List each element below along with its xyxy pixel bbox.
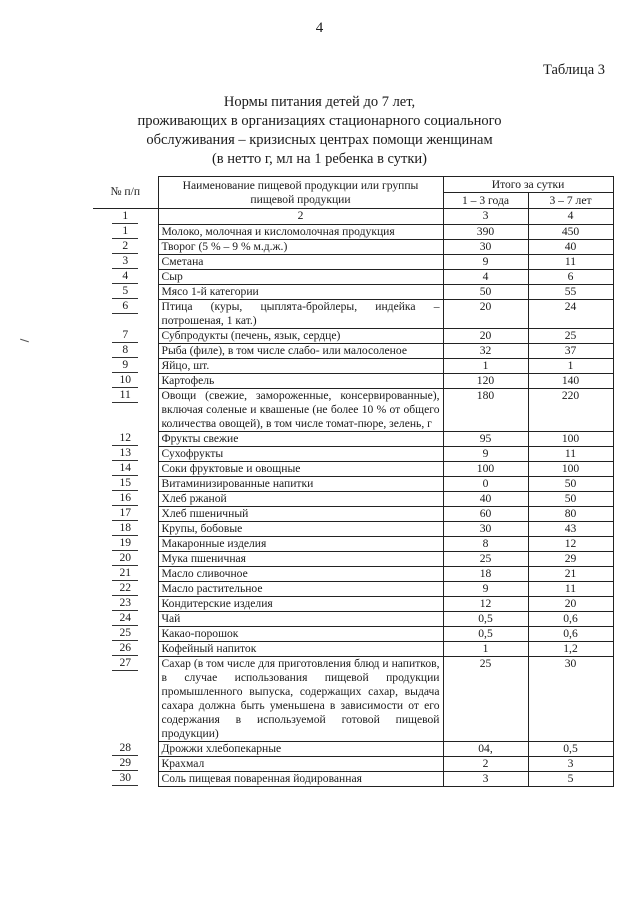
table-row — [93, 269, 613, 284]
value-age-1-3: 04, — [443, 741, 528, 756]
row-number: 25 — [93, 626, 158, 641]
table-row — [93, 581, 613, 596]
page-number: 4 — [315, 20, 324, 36]
row-number: 1 — [93, 224, 158, 239]
column-index-row — [93, 209, 613, 225]
table-row — [93, 491, 613, 506]
row-number: 22 — [93, 581, 158, 596]
value-age-1-3: 3 — [443, 771, 528, 786]
title-line: Нормы питания детей до 7 лет, — [223, 94, 416, 110]
value-age-3-7: 11 — [528, 581, 613, 596]
value-age-1-3: 9 — [443, 446, 528, 461]
value-age-3-7: 24 — [528, 299, 613, 328]
table-row — [93, 431, 613, 446]
value-age-1-3: 12 — [443, 596, 528, 611]
table-row — [93, 254, 613, 269]
value-age-3-7: 12 — [528, 536, 613, 551]
product-name: Мука пшеничная — [158, 551, 443, 566]
row-number: 8 — [93, 343, 158, 358]
row-number: 30 — [93, 771, 158, 786]
value-age-1-3: 95 — [443, 431, 528, 446]
row-number: 29 — [93, 756, 158, 771]
value-age-3-7: 25 — [528, 328, 613, 343]
row-number: 27 — [93, 656, 158, 741]
table-label: Таблица 3 — [542, 62, 605, 78]
table-row — [93, 641, 613, 656]
value-age-3-7: 5 — [528, 771, 613, 786]
value-age-3-7: 0,5 — [528, 741, 613, 756]
product-name: Крахмал — [158, 756, 443, 771]
row-number: 9 — [93, 358, 158, 373]
row-number: 20 — [93, 551, 158, 566]
table-row — [93, 626, 613, 641]
table-row — [93, 343, 613, 358]
table-row — [93, 358, 613, 373]
value-age-1-3: 30 — [443, 521, 528, 536]
table-row — [93, 656, 613, 741]
nutrition-norms-table — [93, 176, 614, 787]
product-name: Птица (куры, цыплята-бройлеры, индейка – потрошеная, 1 кат.) — [158, 299, 443, 328]
product-name: Кофейный напиток — [158, 641, 443, 656]
product-name: Дрожжи хлебопекарные — [158, 741, 443, 756]
table-row — [93, 506, 613, 521]
value-age-1-3: 390 — [443, 224, 528, 239]
product-name: Рыба (филе), в том числе слабо- или малосоленое — [158, 343, 443, 358]
product-name: Крупы, бобовые — [158, 521, 443, 536]
value-age-3-7: 55 — [528, 284, 613, 299]
product-name: Хлеб ржаной — [158, 491, 443, 506]
row-number: 16 — [93, 491, 158, 506]
product-name: Мясо 1-й категории — [158, 284, 443, 299]
row-number: 7 — [93, 328, 158, 343]
table-row — [93, 596, 613, 611]
margin-mark — [20, 339, 29, 343]
product-name: Субпродукты (печень, язык, сердце) — [158, 328, 443, 343]
product-name: Чай — [158, 611, 443, 626]
table-row — [93, 566, 613, 581]
table-row — [93, 551, 613, 566]
value-age-1-3: 25 — [443, 551, 528, 566]
table-row — [93, 239, 613, 254]
product-name: Какао-порошок — [158, 626, 443, 641]
value-age-1-3: 2 — [443, 756, 528, 771]
value-age-1-3: 9 — [443, 581, 528, 596]
row-number: 11 — [93, 388, 158, 431]
value-age-3-7: 50 — [528, 476, 613, 491]
column-index-cell: 2 — [158, 209, 443, 225]
row-number: 21 — [93, 566, 158, 581]
product-name: Соль пищевая поваренная йодированная — [158, 771, 443, 786]
row-number: 24 — [93, 611, 158, 626]
value-age-3-7: 450 — [528, 224, 613, 239]
row-number: 28 — [93, 741, 158, 756]
value-age-3-7: 3 — [528, 756, 613, 771]
value-age-3-7: 21 — [528, 566, 613, 581]
product-name: Хлеб пшеничный — [158, 506, 443, 521]
product-name: Молоко, молочная и кисломолочная продукция — [158, 224, 443, 239]
row-number: 23 — [93, 596, 158, 611]
product-name: Витаминизированные напитки — [158, 476, 443, 491]
value-age-3-7: 30 — [528, 656, 613, 741]
value-age-1-3: 0 — [443, 476, 528, 491]
column-index-cell: 1 — [93, 209, 158, 225]
value-age-1-3: 8 — [443, 536, 528, 551]
value-age-1-3: 18 — [443, 566, 528, 581]
product-name: Масло сливочное — [158, 566, 443, 581]
header-product-name: Наименование пищевой продукции или группы пищевой продукции — [158, 177, 443, 209]
value-age-1-3: 120 — [443, 373, 528, 388]
row-number: 3 — [93, 254, 158, 269]
value-age-1-3: 40 — [443, 491, 528, 506]
row-number: 26 — [93, 641, 158, 656]
header-number: № п/п — [93, 177, 158, 209]
header-age-1-3: 1 – 3 года — [443, 193, 528, 209]
title-line: (в нетто г, мл на 1 ребенка в сутки) — [211, 151, 428, 167]
value-age-3-7: 11 — [528, 254, 613, 269]
value-age-3-7: 6 — [528, 269, 613, 284]
value-age-3-7: 100 — [528, 461, 613, 476]
value-age-1-3: 20 — [443, 328, 528, 343]
value-age-3-7: 20 — [528, 596, 613, 611]
value-age-1-3: 1 — [443, 641, 528, 656]
product-name: Яйцо, шт. — [158, 358, 443, 373]
value-age-3-7: 0,6 — [528, 626, 613, 641]
row-number: 10 — [93, 373, 158, 388]
value-age-3-7: 80 — [528, 506, 613, 521]
product-name: Сухофрукты — [158, 446, 443, 461]
table-row — [93, 476, 613, 491]
row-number: 19 — [93, 536, 158, 551]
product-name: Овощи (свежие, замороженные, консервированные), включая соленые и квашеные (не более 10 % от общего количества овощей), в том числе томат-пюре, зелень, г — [158, 388, 443, 431]
title-line: проживающих в организациях стационарного социального — [137, 113, 502, 129]
value-age-3-7: 11 — [528, 446, 613, 461]
table-row — [93, 446, 613, 461]
product-name: Соки фруктовые и овощные — [158, 461, 443, 476]
table-row — [93, 299, 613, 328]
value-age-1-3: 30 — [443, 239, 528, 254]
table-row — [93, 521, 613, 536]
title-line: обслуживания – кризисных центрах помощи женщинам — [146, 132, 493, 148]
value-age-3-7: 37 — [528, 343, 613, 358]
product-name: Картофель — [158, 373, 443, 388]
table-row — [93, 284, 613, 299]
column-index-cell: 3 — [443, 209, 528, 225]
header-daily-total: Итого за сутки — [443, 177, 613, 193]
product-name: Творог (5 % – 9 % м.д.ж.) — [158, 239, 443, 254]
table-row — [93, 388, 613, 431]
header-age-3-7: 3 – 7 лет — [528, 193, 613, 209]
row-number: 18 — [93, 521, 158, 536]
table-row — [93, 461, 613, 476]
column-index-cell: 4 — [528, 209, 613, 225]
value-age-1-3: 180 — [443, 388, 528, 431]
table-row — [93, 611, 613, 626]
row-number: 12 — [93, 431, 158, 446]
value-age-1-3: 100 — [443, 461, 528, 476]
product-name: Макаронные изделия — [158, 536, 443, 551]
table-row — [93, 756, 613, 771]
value-age-1-3: 0,5 — [443, 611, 528, 626]
table-row — [93, 741, 613, 756]
value-age-1-3: 4 — [443, 269, 528, 284]
table-row — [93, 373, 613, 388]
table-row — [93, 536, 613, 551]
row-number: 5 — [93, 284, 158, 299]
product-name: Сахар (в том числе для приготовления блюд и напитков, в случае использования пищевой продукции промышленного выпуска, содержащих сахар, выдача сахара должна быть уменьшена в зависимости от его содержания в используемой готовой пищевой продукции) — [158, 656, 443, 741]
row-number: 4 — [93, 269, 158, 284]
value-age-1-3: 20 — [443, 299, 528, 328]
value-age-1-3: 50 — [443, 284, 528, 299]
table-title — [0, 93, 639, 169]
row-number: 15 — [93, 476, 158, 491]
value-age-1-3: 60 — [443, 506, 528, 521]
row-number: 6 — [93, 299, 158, 328]
product-name: Фрукты свежие — [158, 431, 443, 446]
table-body — [93, 209, 613, 787]
table-row — [93, 771, 613, 786]
value-age-3-7: 0,6 — [528, 611, 613, 626]
value-age-1-3: 32 — [443, 343, 528, 358]
value-age-3-7: 140 — [528, 373, 613, 388]
value-age-1-3: 0,5 — [443, 626, 528, 641]
table-row — [93, 224, 613, 239]
product-name: Масло растительное — [158, 581, 443, 596]
value-age-3-7: 29 — [528, 551, 613, 566]
value-age-3-7: 1 — [528, 358, 613, 373]
value-age-3-7: 220 — [528, 388, 613, 431]
row-number: 17 — [93, 506, 158, 521]
table-row — [93, 328, 613, 343]
product-name: Кондитерские изделия — [158, 596, 443, 611]
value-age-3-7: 40 — [528, 239, 613, 254]
value-age-1-3: 1 — [443, 358, 528, 373]
value-age-3-7: 1,2 — [528, 641, 613, 656]
value-age-3-7: 50 — [528, 491, 613, 506]
row-number: 2 — [93, 239, 158, 254]
row-number: 13 — [93, 446, 158, 461]
value-age-1-3: 9 — [443, 254, 528, 269]
product-name: Сыр — [158, 269, 443, 284]
row-number: 14 — [93, 461, 158, 476]
value-age-3-7: 43 — [528, 521, 613, 536]
value-age-3-7: 100 — [528, 431, 613, 446]
product-name: Сметана — [158, 254, 443, 269]
value-age-1-3: 25 — [443, 656, 528, 741]
